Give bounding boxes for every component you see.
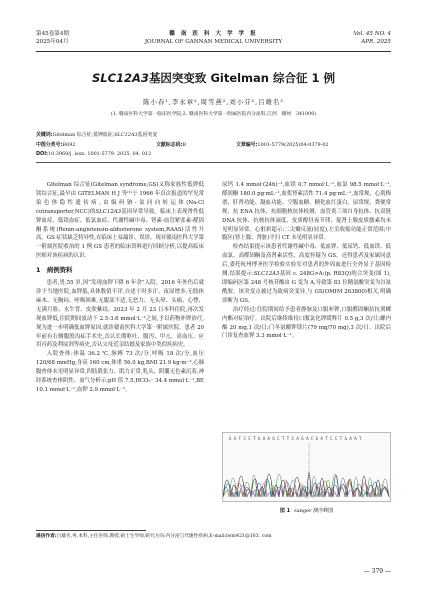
- case-paragraph-2: 入院查体:体温 36.2 ℃,脉搏 73 次/分,呼吸 18 次/分,血压 120/68 mmHg,身高 160 cm,体重 56.0 kg,BMI 21.9 kg·m⁻²,心肺腹查体未见明显异常,四肢肌张力、肌力正常,乳头、阴囊无色素沉着,神经系统查体阴性。血气分析示:pH 值 7.5,HCO₃⁻ 34.4 mmol·L⁻¹,BE 10.1 mmol·L⁻¹,血钾 2.9 mmol·L⁻¹,: [36, 351, 204, 393]
- code-value: B: [182, 142, 187, 148]
- journal-name-en: JOURNAL OF GANNAN MEDICAL UNIVERSITY: [144, 39, 283, 45]
- code-label: 文献标志码:: [156, 142, 183, 148]
- author-list: 陈小春¹,李永章²,周雪燕²,刘小芬²,吕雄名²: [143, 98, 284, 106]
- lab-paragraph: 尿钙 1.4 mmol·(24h)⁻¹,血镁 0.7 mmol·L⁻¹,血氯 98.5 mmol·L⁻¹,醛固酮 180.0 pg·mL⁻¹,血浆肾素活性 71.4 pg·mL⁻¹,血常规、心肌梅谱、肝肾功能、凝血功能、空腹血糖、糖化血红蛋白、尿常规、粪便常规、抗 ENA 抗体、抗细胞核抗体检测、血管炎三项自身抗体、抗双链 DNA 抗体、抗核抗体滴度、皮质醇昼夜节律、促肾上腺皮质激素均未见明显异常。心脏彩超示:二尖瓣反流(轻度),左室收缩功能正常范围;中腹区(肾上腺、肾脏)平扫 CT 未见明显异常。: [222, 182, 391, 242]
- footnote-divider: [36, 530, 146, 531]
- doi-value: 10.3969/j. issn. 1001-5779. 2025. 04. 012: [48, 151, 152, 157]
- header-center: [36, 30, 391, 46]
- footnote-label: 通信作者:: [36, 534, 57, 539]
- journal-name-cn: 赣 南 医 科 大 学 学 报: [169, 31, 258, 37]
- date-en: APR. 2025: [361, 39, 391, 45]
- diagnosis-text-b: 基因 c. 248G>A:(p. R83Q)纯合突变(图 1),即编码区第 248 号核苷酸由 G 变为 A,导致第 83 位精氨酸突变为谷氨酰胺。该突变点被过为致病突变异,与 GS(OMIM 263800)相关,明确诊断为 GS。: [222, 271, 392, 304]
- diagnosis-text-a: 检查结果提示该患者代谢性碱中毒、低血钾、低尿钙、低血镁、低血氯、高醛固酮及高肾素活性、高度怀疑为 GS。还得患者及家属同意后,委托杭州博圣医学检验实验室对患者的外周血进行全外显子基因检测,结果提示:: [222, 244, 391, 278]
- intro-gene: SLC12A3: [95, 208, 122, 215]
- left-column: [36, 181, 204, 395]
- diagnosis-paragraph: [222, 243, 391, 305]
- intro-text-a: Gitelman 综合征(Gitelman syndrome,GS)又称家族性低钾低镁综合征,最早由 GITELMAN H J 等⁽¹⁾于 1966 年首次报道的罕见常染色体隐性遗传病,由编码钠-氯同向转运体(Na-Cl cotransporter,NCC)的: [36, 182, 204, 215]
- svg-text:G A T C C T G A A G C T T C A: G A T C C T G A A G C T T C A G A C G A T C C T G A A T: [229, 436, 362, 441]
- figure-label: 图 1: [279, 508, 291, 514]
- volume-en: Vol. 45 NO. 4: [353, 31, 391, 37]
- meta-divider: [36, 162, 391, 163]
- classification-line: [36, 141, 391, 149]
- intro-paragraph-1: [36, 181, 204, 261]
- figure-caption: [222, 507, 391, 514]
- volume-cn: 第45卷第4期: [36, 31, 70, 37]
- header-right: [354, 30, 391, 46]
- intro-text-b: 基因异常导致。临床上表现肾性低钾血症、低镁血症、低氯血症、代谢性碱中毒、肾素-血管紧张素-醛固酮系统(Renin-angiotensin-aldosterone system,RAAS)活性升高。GS 症状缺乏特异性,在临床上易漏诊、误诊。现对赣南医科大学第一附属医院收治的 1 例 GS 患者的临床资料进行回顾分析,以提高临床医师对该疾病的认识。: [36, 208, 204, 260]
- keywords-gene: SLC12A3: [114, 132, 138, 138]
- footnote: [36, 533, 391, 541]
- title-rest: 基因突变致 Gitelman 综合征 1 例: [148, 71, 336, 85]
- affiliation: (1. 赣南医科大学第一临床医学院;2. 赣南医科大学第一附属医院内分泌科,江西 赣州 341000): [110, 112, 317, 117]
- diagnosis-gene: SLC12A3: [253, 271, 280, 278]
- right-column: [222, 181, 391, 341]
- clc-value: R692: [62, 142, 76, 148]
- doi-line: [36, 150, 391, 158]
- clc-label: 中图分类号:: [36, 142, 63, 148]
- title-gene: SLC12A3: [91, 71, 149, 85]
- keywords-text-2: 基因突变: [137, 132, 158, 138]
- page-number: — 379 —: [363, 568, 391, 575]
- sanger-chromatogram-figure: [222, 432, 391, 502]
- case-paragraph-1: 患者,男,55 岁,因“发现血钾下降 6 年余”入院。2016 年外伤后就诊于当地医院,血钾低,具体数值不详,自述于时多汗、夜尿增多,无肢体麻木、无胸闷、呼吸困难,无腹部不适,无恶力、无头晕、头痛、心悸、无满月脸、水牛背、皮肤紫纹。2023 年 2 月 23 日本科住院,再次发现血钾低,住院期间波动于 2.5-3.6 mmol·L⁻¹之间,予以药物补钾治疗,现为进一步明确低血钾原因,就诊赣南医科大学第一附属医院。患者 20 年前有右侧腹股沟疝手术史,否认长期呕吐、腹泻、甲亢、高血压、应用丙药及利尿剂等病史,否认父母近亲结婚及家族中类似疾病史。: [36, 280, 204, 349]
- header-divider: [36, 51, 391, 52]
- keywords-text-1: Gitelman 综合征;低钾血症;: [52, 132, 115, 138]
- article-title: [36, 70, 391, 86]
- figure-caption-text: sanger 测序峰图: [294, 508, 334, 514]
- doi-label: DOI:: [36, 151, 48, 157]
- chromatogram-graphic: [223, 433, 391, 502]
- section-heading: 1 病例资料: [36, 266, 73, 275]
- date-cn: 2025年04月: [36, 39, 69, 45]
- footnote-text: 吕雄名,男,本科,主任医师,教授,硕士生导师,研究方向:内分泌与代谢性疾病,E-mail:lwm421@163. com: [56, 534, 272, 539]
- running-header: [36, 30, 391, 52]
- base-call-row: [229, 436, 362, 441]
- article-number-value: 1001-5779(2025)04-0379-02: [257, 142, 329, 148]
- keywords: [36, 131, 391, 139]
- treatment-paragraph: 治疗经过:住院期间给予患者静脉及口服补钾,口服醛固酮拮抗剂螺内酯对症治疗。出院后继续维持口服氯化钾缓释片 0.5 g,3 次/日;螺内酯 20 mg,1 次/日;门冬氨酸钾镁片(79 mg/70 mg),3 次/日。出院后门诊复查血钾 3.3 mmol·L⁻¹。: [222, 306, 391, 340]
- article-number-label: 文章编号:: [236, 142, 258, 148]
- keywords-label: 关键词:: [36, 132, 53, 138]
